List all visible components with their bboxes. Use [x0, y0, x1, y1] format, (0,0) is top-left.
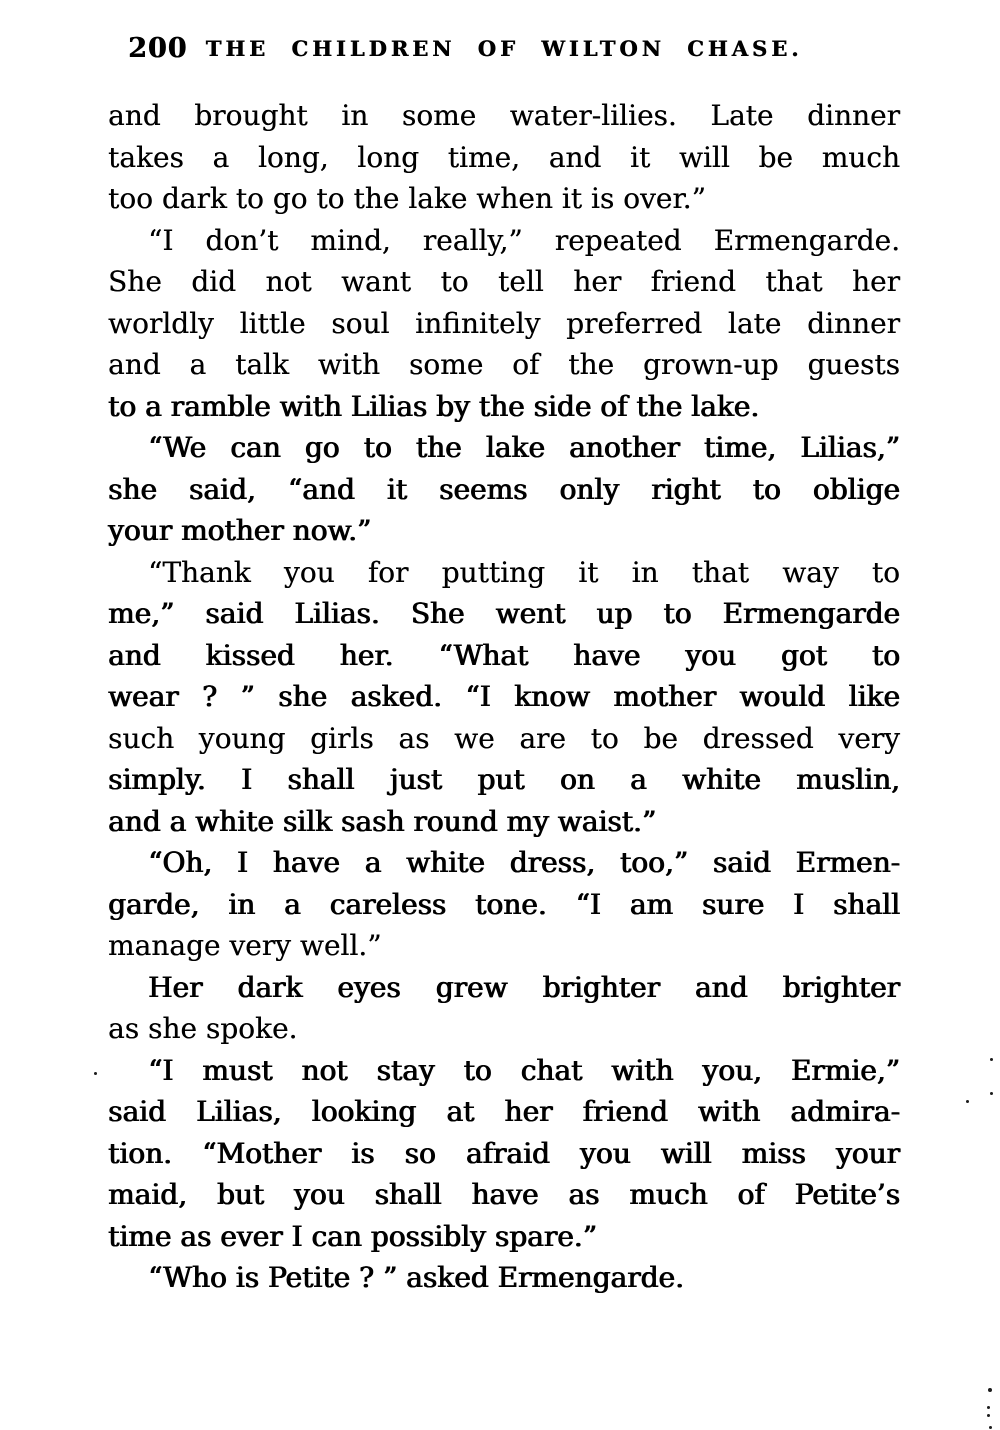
paragraph [108, 1050, 900, 1258]
text-line: she said, “and it seems only right to oblige [108, 472, 900, 506]
text-line: to a ramble with Lilias by the side of the lake. [108, 389, 760, 423]
paragraph [108, 220, 900, 428]
text-line: and a talk with some of the grown-up guests [108, 348, 900, 381]
text-line: and brought in some water-lilies. Late dinner [108, 99, 900, 132]
text-line: manage very well.” [108, 929, 382, 962]
paragraph [108, 842, 900, 967]
scan-speckle [990, 1058, 993, 1061]
text-line: “I don’t mind, really,” repeated Ermengarde. [148, 223, 900, 257]
text-line: and a white silk sash round my waist.” [108, 804, 657, 838]
text-line: “Thank you for putting it in that way to [148, 555, 900, 589]
scan-speckle [989, 1426, 992, 1429]
scan-speckle [987, 1414, 990, 1417]
text-line: simply. I shall just put on a white muslin, [108, 763, 900, 796]
paragraph [108, 95, 900, 220]
scan-speckle [94, 1072, 97, 1075]
text-line: your mother now.” [108, 514, 372, 547]
scan-speckle [988, 1388, 992, 1392]
text-line: wear ? ” she asked. “I know mother would like [108, 680, 900, 713]
page-text [108, 95, 900, 1299]
text-line: “Oh, I have a white dress, too,” said Ermen- [148, 846, 900, 879]
text-line: maid, but you shall have as much of Petite’s [108, 1178, 900, 1211]
text-line: and kissed her. “What have you got to [108, 638, 900, 672]
text-line: tion. “Mother is so afraid you will miss your [108, 1136, 900, 1170]
text-line: “I must not stay to chat with you, Ermie,” [148, 1053, 900, 1087]
scan-speckle [966, 1100, 969, 1103]
text-line: said Lilias, looking at her friend with admira- [108, 1095, 900, 1128]
text-line: me,” said Lilias. She went up to Ermengarde [108, 597, 900, 630]
paragraph [108, 967, 900, 1050]
page-header [108, 32, 900, 64]
text-line: garde, in a careless tone. “I am sure I shall [108, 887, 900, 921]
paragraph [108, 552, 900, 843]
text-line: worldly little soul infinitely preferred late dinner [108, 306, 900, 340]
scan-speckle [987, 1406, 990, 1409]
paragraph [108, 427, 900, 552]
text-line: such young girls as we are to be dressed very [108, 721, 900, 755]
text-line: takes a long, long time, and it will be much [108, 140, 900, 174]
text-line: as she spoke. [108, 1012, 298, 1045]
page-number: 200 [128, 33, 188, 64]
text-line: time as ever I can possibly spare.” [108, 1219, 597, 1253]
paragraph [108, 1257, 900, 1299]
text-line: “Who is Petite ? ” asked Ermengarde. [148, 1261, 684, 1294]
text-line: She did not want to tell her friend that her [108, 265, 900, 298]
running-title: THE CHILDREN OF WILTON CHASE. [205, 36, 803, 61]
text-line: Her dark eyes grew brighter and brighter [148, 970, 900, 1004]
scan-speckle [990, 1092, 993, 1095]
text-line: too dark to go to the lake when it is over.” [108, 182, 706, 215]
text-line: “We can go to the lake another time, Lilias,” [148, 431, 900, 464]
